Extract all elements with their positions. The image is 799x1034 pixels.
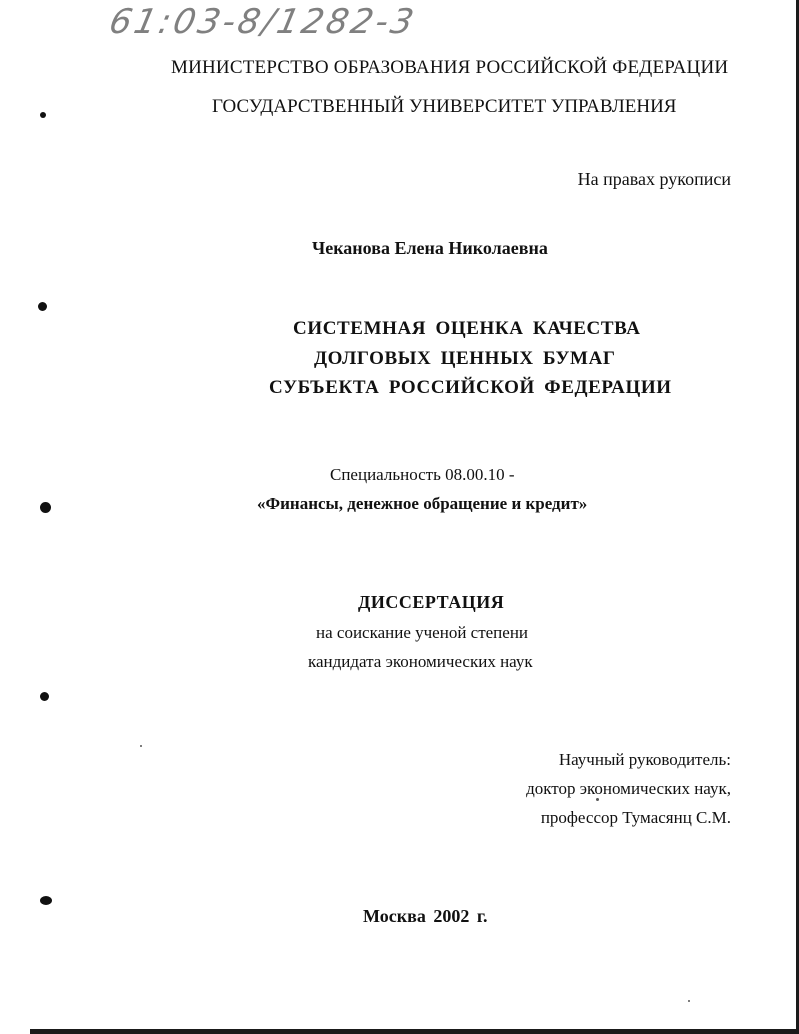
scan-speck (596, 798, 599, 801)
punch-hole-mark (40, 502, 51, 513)
title-line-3: СУБЪЕКТА РОССИЙСКОЙ ФЕДЕРАЦИИ (269, 377, 672, 398)
city-year: Москва 2002 г. (363, 906, 488, 926)
scan-speck (140, 745, 142, 747)
scan-edge-bottom (30, 1029, 799, 1034)
title-line-1: СИСТЕМНАЯ ОЦЕНКА КАЧЕСТВА (293, 318, 641, 339)
manuscript-note: На правах рукописи (577, 169, 731, 189)
punch-hole-mark (40, 896, 52, 905)
scan-speck (688, 1000, 690, 1002)
supervisor-degree: доктор экономических наук, (526, 779, 731, 798)
specialty-code: Специальность 08.00.10 - (330, 465, 515, 484)
degree-line-1: на соискание ученой степени (316, 623, 529, 642)
university-heading: ГОСУДАРСТВЕННЫЙ УНИВЕРСИТЕТ УПРАВЛЕНИЯ (212, 96, 677, 117)
supervisor-label: Научный руководитель: (558, 750, 731, 769)
handwritten-archive-code: 61:03-8/1282-3 (105, 2, 421, 42)
specialty-name: «Финансы, денежное обращение и кредит» (257, 494, 588, 513)
degree-line-2: кандидата экономических наук (308, 652, 533, 671)
punch-hole-mark (40, 112, 46, 118)
document-type: ДИССЕРТАЦИЯ (358, 592, 505, 612)
punch-hole-mark (40, 692, 49, 701)
punch-hole-mark (38, 302, 47, 311)
author-name: Чеканова Елена Николаевна (312, 238, 548, 258)
ministry-heading: МИНИСТЕРСТВО ОБРАЗОВАНИЯ РОССИЙСКОЙ ФЕДЕРАЦИИ (171, 57, 729, 78)
supervisor-name: профессор Тумасянц С.М. (540, 808, 731, 827)
title-line-2: ДОЛГОВЫХ ЦЕННЫХ БУМАГ (314, 348, 616, 369)
